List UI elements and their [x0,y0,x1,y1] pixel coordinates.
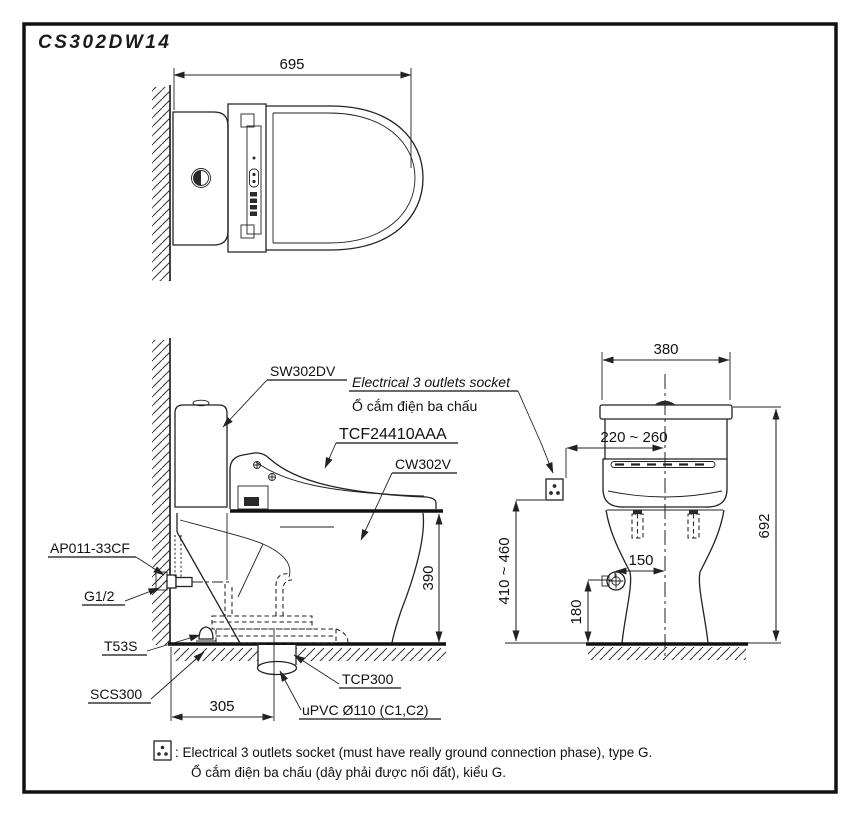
drain-pipe [258,644,297,675]
dim-drain-offset-value: 305 [209,698,235,715]
top-view [152,56,423,281]
dim-valve-height-value: 180 [568,599,585,625]
side-view-labels [48,363,553,719]
dim-valve-height [568,580,612,642]
label-washlet: TCF24410AAA [339,426,447,443]
label-drain-socket: TCP300 [342,671,394,687]
label-drain-pipe: uPVC Ø110 (C1,C2) [302,702,429,718]
floor-hatch-side [174,648,446,661]
dim-depth-value: 695 [279,56,305,73]
washlet-plan [228,104,266,252]
footnote [154,741,652,780]
cistern-plan [173,112,228,245]
bowl-plan [266,106,423,250]
dim-total-height-value: 692 [756,513,773,539]
floor-front [505,643,781,660]
label-bolt-cap: T53S [104,638,138,654]
dim-tank-width [602,341,730,400]
label-thread: G1/2 [84,588,115,604]
trapway-hidden [212,574,348,643]
footnote-line1: : Electrical 3 outlets socket (must have really ground connection phase), type G. [175,745,653,760]
label-angle-valve: AP011-33CF [50,540,130,556]
dim-seat-height-value: 390 [420,565,437,591]
cistern-side [175,400,227,507]
dim-total-height [733,407,781,641]
label-socket-vi: Ổ cắm điện ba chấu [352,398,478,414]
drawing-title: CS302DW14 [38,32,172,53]
bowl-side [177,513,423,643]
label-cistern: SW302DV [270,363,336,379]
wall-hatch [152,87,170,281]
side-view [48,338,553,721]
dim-tank-width-value: 380 [653,341,679,358]
dim-socket-offset-value: 220 ~ 260 [600,429,668,446]
dim-valve-offset-value: 150 [628,552,654,569]
front-view [496,341,781,660]
dim-socket-height [496,500,545,641]
wall-hatch-side [152,340,170,645]
label-bowl: CW302V [395,456,452,472]
dim-socket-offset [566,429,668,478]
label-socket-en: Electrical 3 outlets socket [352,374,510,390]
socket-icon-note [154,741,171,760]
stop-valve [602,572,625,590]
socket-icon [546,479,563,500]
label-flange: SCS300 [90,686,143,702]
dim-socket-height-value: 410 ~ 460 [496,537,513,605]
footnote-line2: Ổ cắm điện ba chấu (dây phải được nối đất), kiểu G. [191,765,507,780]
